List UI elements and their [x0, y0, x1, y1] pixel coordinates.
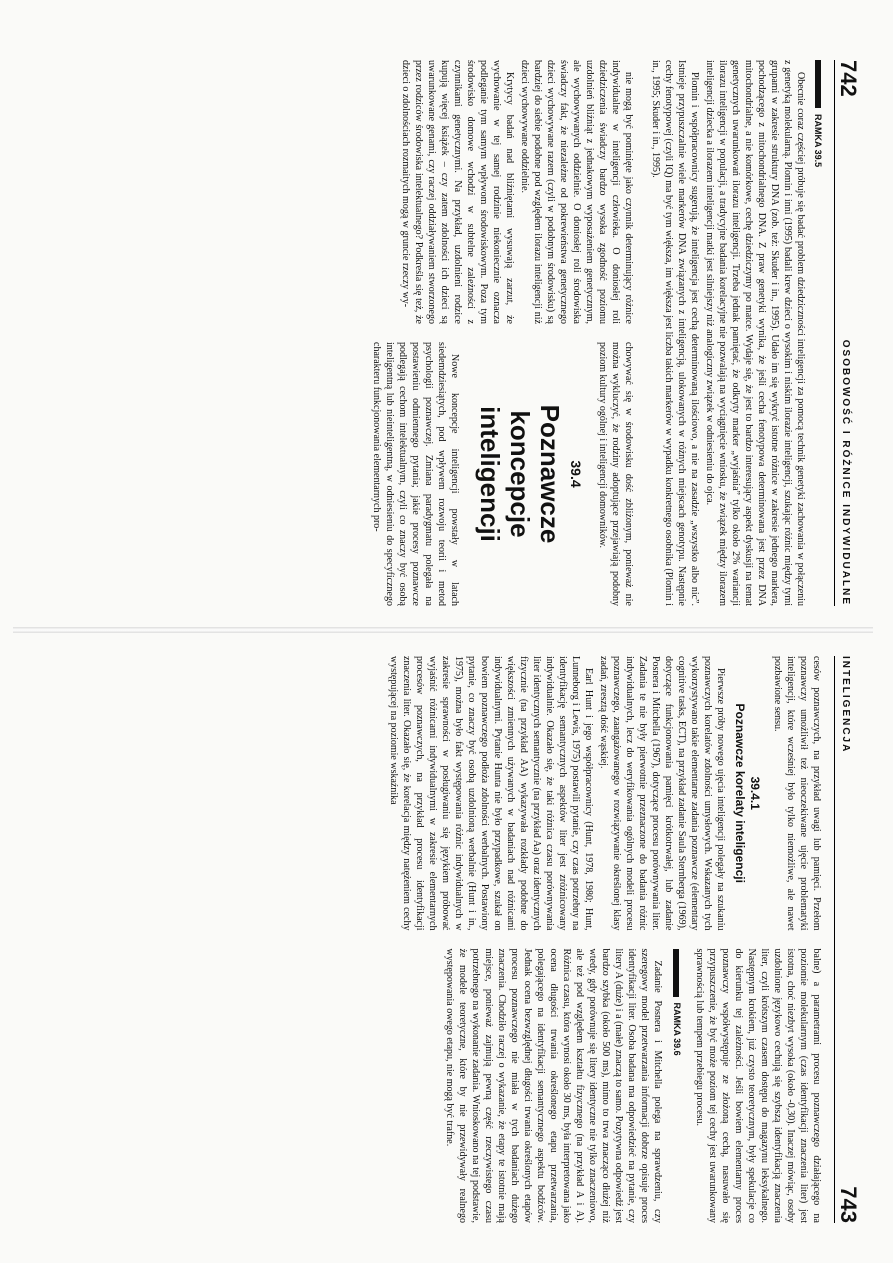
paragraph: Earl Hunt i jego współpracownicy (Hunt, 1978, 1980; Hunt, Lunneborg i Lewis, 1975) postawili pytanie, czy czas potrzebny na identyfikację semantycznych aspektów liter jest zróżnicowany indywidualnie. Okazało się, że taki różnica czasu porównywania liter identycznych semantycznie (na przykład Aa) oraz identycznych fizycznie (na przykład AA) wykazywała rozkłady podobne do większości zmiennych używanych w badaniach nad różnicami indywidualnymi. Pytanie Hunta nie było przypadkowe, szukał on bowiem poznawczego podłoża zdolności werbalnych. Postawiony pytanie, co znaczy być osobą uzdolnioną werbalnie (Hunt i in., 1975), można było fakt występowania różnic indywidualnych w zakresie sprawności w posługiwaniu się językiem próbować wyjaśnić różnicami indywidualnymi w zakresie elementarnych procesów poznawczych, na przykład procesu identyfikacji znaczenia liter. Okazało się, że korelacja między natężeniem cechy występującej na poziomie wskaźnika [388, 656, 594, 931]
header-rule [834, 60, 835, 606]
box-bar-icon [815, 60, 821, 108]
box-label [813, 60, 823, 606]
left-column-2 [368, 342, 635, 606]
box-paragraph: Obecnie coraz częściej próbuje się badać problem dziedziczności inteligencji za pomocą technik genetyki zachowania w połączeniu z genetyką molekularną. Plomin i inni (1995) badali krew dzieci o wysokim i niskim ilorazie inteligencji, szukając różnic między tymi grupami w zakresie struktury DNA (zob. też: Skuder i in., 1995). Udało im się wykryć istotne różnice w zakresie jednego markera, pochodzącego z mitochondrialnego DNA. Z praw genetyki wynika, że jeśli cecha fenotypowa determinowana jest przez DNA mitochondrialne, a nie komórkowe, cechę dziedziczymy po matce. Wydaje się, że jest to bardzo interesujący aspekt dyskusji na temat genetycznych uwarunkowań ilorazu inteligencji. Trzeba jednak pamiętać, że odkryty marker „wyjaśnia” tylko około 2% wariancji ilorazu inteligencji w populacji, a tradycyjne badania korelacyjne nie pozwalają na wyciągnięcie wniosku, że związek między ilorazem inteligencji dziecka a ilorazem inteligencji matki jest silniejszy niż analogiczny związek w odniesieniu do ojca. [704, 60, 806, 606]
right-page [0, 630, 893, 1263]
box-label [670, 949, 683, 1224]
left-page-header [833, 60, 861, 606]
section-title: Poznawcze koncepcje inteligencji [475, 404, 565, 544]
left-running-head: OSOBOWOŚĆ I RÓŻNICE INDYWIDUALNE [840, 339, 851, 606]
paragraph: Krytycy badań nad bliźniętami wysuwają zarzut, że wychowanie w tej samej rodzinie niekoniecznie oznacza podleganie tym samym wpływom środowiskowym. Poza tym środowisko domowe wchodzi w subtelne zależności z czynnikami genetycznymi. Na przykład, uzdolnieni rodzice kupują więcej książek – czy zatem zdolności ich dzieci są uwarunkowane genami, czy raczej oddziaływaniem stworzonego przez rodziców środowiska intelektualnego? Podkreśla się też, że dzieci o zdolnościach rozmaitych mogą w gruncie rzeczy wy- [400, 60, 515, 324]
left-page [0, 0, 893, 630]
box-paragraph: Plomin i współpracownicy sugerują, że inteligencja jest cechą determinowaną ilościowo, a nie na zasadzie „wszystko albo nic”. Istnieje przypuszczalnie wiele markerów DNA związanych z inteligencją, ulokowanych w różnych miejscach genotypu. Następnie cechy fenotypowej (czyli IQ) ma być tym większa, im większa jest liczba takich markerów w wypadku konkretnego osobnika (Plomin i in., 1995; Skuder i in., 1995). [650, 60, 700, 606]
paragraph: nie mogą być pominięte jako czynnik determinujący różnice indywidualne w inteligencji człowieka. O doniosłej roli dziedziczenia świadczy bardzo wysoka zgodność poziomu uzdolnień bliźniąt z jednakowym wyposażeniem genetycznym, ale wychowywanych oddzielnie. O doniosłej roli środowiska świadczy fakt, że niezależne od pokrewieństwa genetycznego dzieci wychowywane razem (czyli w podobnym środowisku) są bardziej do siebie podobne pod względem ilorazu inteligencji niż dzieci wychowywane oddzielnie. [519, 60, 634, 324]
right-running-head: INTELIGENCJA [840, 656, 851, 754]
left-columns [368, 60, 635, 606]
left-page-number: 742 [836, 60, 861, 97]
right-columns [385, 656, 823, 1223]
right-page-number: 743 [836, 1186, 861, 1223]
box-text [649, 60, 807, 606]
paragraph: balne) a parametrami procesu poznawczego działającego na poziomie molekularnym (czas identyfikacji znaczenia liter) jest istotna, choć niezbyt wysoka (około -0,30). Inaczej mówiąc, osoby uzdolnione językowo cechują się szybszą identyfikacją znaczenia liter, czyli krótszym czasem dostępu do magazynu leksykalnego. Następnym krokiem, już czysto teoretycznym, były spekulacje co do kierunku tej zależności. Jeśli bowiem elementarny proces poznawczy współwystępuje ze złożoną cechą, nasuwało się przypuszczenie, że być może poziom tej cechy jest uwarunkowany sprawnością lub tempem przebiegu procesu. [694, 948, 822, 1223]
subsection-title: Poznawcze korelaty inteligencji [733, 703, 747, 883]
header-rule [834, 656, 835, 1223]
box-label-text: RAMKA 39.5 [813, 114, 823, 168]
paragraph: cesów poznawczych, na przykład uwagi lub pamięci. Przełom poznawczy umożliwił też nieoczekiwane ujęcie problematyki inteligencji, które wcześniej było tylko niemożliwe, ale nawet pozbawione sensu. [772, 656, 822, 931]
paragraph: chowywać się w środowisku dość zbliżonym, ponieważ nie można wykluczyć, że rodziny adoptujące przejawiają podobny poziom kultury ogólnej i inteligencji domowników. [597, 342, 634, 606]
subsection-number: 39.4.1 [748, 776, 762, 810]
right-column-2 [385, 949, 823, 1224]
left-column-1 [368, 60, 635, 324]
paragraph: Nowe koncepcje inteligencji powstały w latach siedemdziesiątych, pod wpływem rozwoju teorii i metod psychologii poznawczej. Zmiana paradygmatu polegała na postawieniu odmiennego pytania; jakie procesy poznawcze podlegają cechom intelektualnym, czyli co znaczy być osobą inteligentną lub nieinteligentną, w odniesieniu do specyficznego charakteru funkcjonowania elementarnych pro- [371, 342, 460, 606]
section-number: 39.4 [568, 460, 584, 488]
right-page-header [833, 656, 861, 1223]
box-paragraph: Zadanie Posnera i Mitchella polega na sprawdzeniu, czy szeregowy model przetwarzania informacji dobrze opisuje proces identyfikacji liter. Osoba badana ma odpowiedzieć na pytanie, czy litery A (duże) i a (małe) znaczą to samo. Pozytywna odpowiedź jest bardzo szybka (około 500 ms), mimo to trwa znacząco dłużej niż wtedy, gdy porównuje się litery identyczne nie tylko znaczeniowo, ale też pod względem kształtu fizycznego (na przykład A i A). Różnica czasu, która wynosi około 30 ms, była interpretowana jako ocena długości trwania określonego etapu przetwarzania, polegającego na identyfikacji semantycznego aspektu bodźców. Jednak ocena bezwzględnej długości trwania określonych etapów procesu poznawczego nie miała w tych badaniach dużego znaczenia. Chodziło raczej o wykazanie, że etapy te istotnie mają miejsce, ponieważ zajmują pewną część rzeczywistego czasu potrzebnego na wykonanie zadania. Wnioskowano na tej podstawie, że modele teoretyczne, które by nie przewidywały realnego występowania owego etapu, nie mogą być trafne. [444, 948, 663, 1223]
box-label-text: RAMKA 39.6 [672, 1002, 682, 1056]
box-bar-icon [674, 949, 680, 997]
right-column-1 [385, 656, 823, 931]
paragraph: Pierwsze próby nowego ujęcia inteligencji polegały na szukaniu poznawczych korelatów zdolności umysłowych. Wskazanych tych wykorzystywano takie elementarne zadania poznawcze (elementary cognitive tasks, ECT), na przykład zadanie Saula Sternberga (1969), dotyczące funkcjonowania pamięci krótkotrwałej, lub zadanie Posnera i Mitchella (1967), dotyczące procesu porównywania liter. Zadania te nie były pierwotnie przeznaczone do badania różnic indywidualnych, lecz do weryfikowania ogólnych modeli procesu poznawczego, zaangażowanego w rozwiązywanie określonej klasy zadań, zresztą dość wąskiej. [598, 656, 726, 931]
